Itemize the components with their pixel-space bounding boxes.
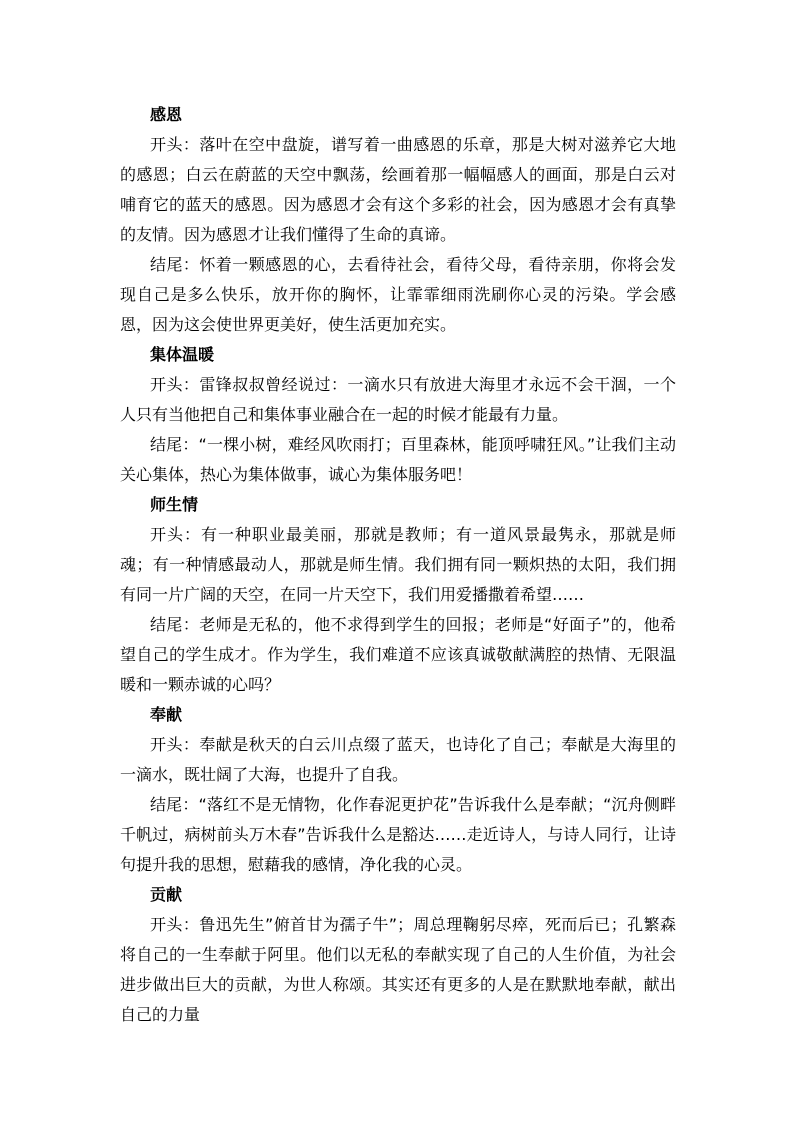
section-contribution xyxy=(120,880,676,1030)
opening-paragraph: 开头：鲁迅先生”俯首甘为孺子牛”；周总理鞠躬尽瘁，死而后已；孔繁森将自己的一生奉献于阿里。他们以无私的奉献实现了自己的人生价值，为社会进步做出巨大的贡献，为世人称颂。其实还有更多的人是在默默地奉献，献出自己的力量 xyxy=(120,915,676,1024)
section-title: 集体温暖 xyxy=(150,345,215,364)
opening-paragraph: 开头：奉献是秋天的白云川点缀了蓝天，也诗化了自己；奉献是大海里的一滴水，既壮阔了大海，也提升了自我。 xyxy=(120,735,676,784)
opening-paragraph: 开头：落叶在空中盘旋，谱写着一曲感恩的乐章，那是大树对滋养它大地的感恩；白云在蔚蓝的天空中飘荡，绘画着那一幅幅感人的画面，那是白云对哺育它的蓝天的感恩。因为感恩才会有这个多彩的社会，因为感恩才会有真挚的友情。因为感恩才让我们懂得了生命的真谛。 xyxy=(120,135,676,244)
document-page xyxy=(120,100,676,1030)
ending-paragraph: 结尾：老师是无私的，他不求得到学生的回报；老师是“好面子”的，他希望自己的学生成才。作为学生，我们难道不应该真诚敬献满腔的热情、无限温暖和一颗赤诚的心吗？ xyxy=(120,615,676,694)
opening-paragraph: 开头：有一种职业最美丽，那就是教师；有一道风景最隽永，那就是师魂；有一种情感最动人，那就是师生情。我们拥有同一颗炽热的太阳，我们拥有同一片广阔的天空，在同一片天空下，我们用爱播撒着希望…… xyxy=(120,525,676,604)
opening-paragraph: 开头：雷锋叔叔曾经说过：一滴水只有放进大海里才永远不会干涸，一个人只有当他把自己和集体事业融合在一起的时候才能最有力量。 xyxy=(120,375,676,424)
section-dedication xyxy=(120,700,676,880)
section-teacher-student xyxy=(120,490,676,700)
section-gratitude xyxy=(120,100,676,340)
ending-paragraph: 结尾：“落红不是无情物，化作春泥更护花”告诉我什么是奉献；“沉舟侧畔千帆过，病树前头万木春”告诉我什么是豁达……走近诗人，与诗人同行，让诗句提升我的思想，慰藉我的感情，净化我的心灵。 xyxy=(120,795,676,874)
ending-paragraph: 结尾：怀着一颗感恩的心，去看待社会，看待父母，看待亲朋，你将会发现自己是多么快乐，放开你的胸怀，让霏霏细雨洗刷你心灵的污染。学会感恩，因为这会使世界更美好，使生活更加充实。 xyxy=(120,255,676,334)
section-collective-warmth xyxy=(120,340,676,490)
section-title: 贡献 xyxy=(150,885,183,904)
section-title: 感恩 xyxy=(150,105,183,124)
section-title: 奉献 xyxy=(150,705,183,724)
ending-paragraph: 结尾：“一棵小树，难经风吹雨打；百里森林，能顶呼啸狂风。”让我们主动关心集体，热心为集体做事，诚心为集体服务吧！ xyxy=(120,435,676,484)
section-title: 师生情 xyxy=(150,495,199,514)
